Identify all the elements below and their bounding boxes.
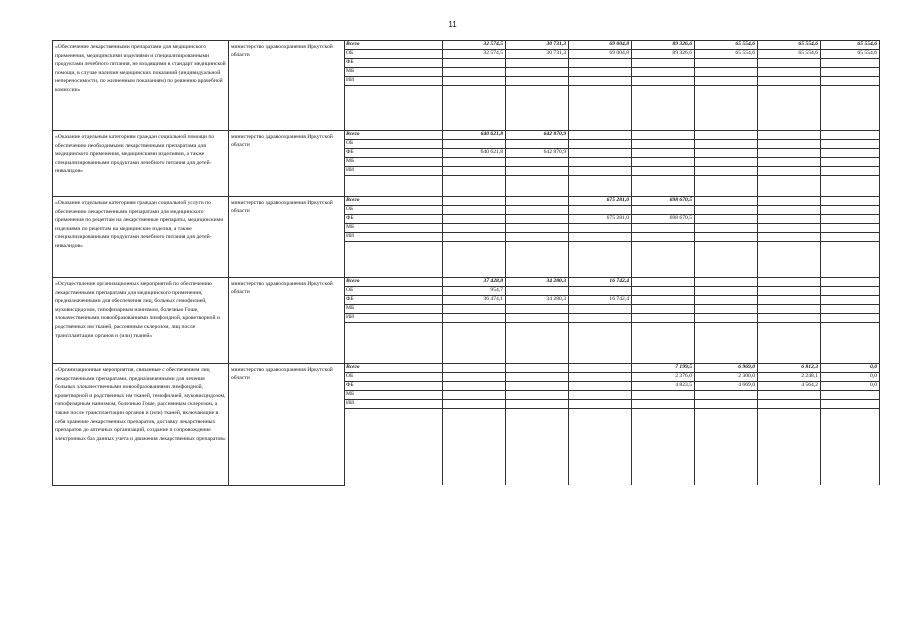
value-cell: [695, 278, 758, 287]
value-cell: [506, 287, 569, 296]
empty-cell: [632, 242, 695, 278]
value-cell: [506, 215, 569, 224]
value-cell: [569, 391, 632, 400]
value-cell: [695, 224, 758, 233]
value-cell: [443, 77, 506, 86]
value-cell: [758, 158, 821, 167]
value-cell: [758, 131, 821, 140]
value-cell: [821, 167, 880, 176]
value-cell: [821, 224, 880, 233]
value-cell: [632, 233, 695, 242]
value-cell: [758, 68, 821, 77]
responsible-organization: министерство здравоохранения Иркутской области: [229, 364, 345, 486]
value-cell: 4 669,0: [695, 382, 758, 391]
value-cell: 954,7: [443, 287, 506, 296]
value-cell: 6 812,3: [758, 364, 821, 373]
value-cell: [632, 158, 695, 167]
value-cell: [821, 215, 880, 224]
value-cell: [506, 305, 569, 314]
value-cell: [758, 296, 821, 305]
value-cell: [506, 400, 569, 409]
funding-source: ФБ: [345, 215, 443, 224]
funding-source: МБ: [345, 68, 443, 77]
measure-description: «Оказание отдельным категориям граждан социальной услуги по обеспечению лекарственными препаратами для медицинского применения по рецептам на лекарственные препараты, медицинскими изделиями по рецептам на медицинские изделия, а также специализированными продуктами лечебного питания для детей-инвалидов»: [53, 197, 229, 278]
empty-cell: [345, 242, 443, 278]
value-cell: 698 670,5: [632, 197, 695, 206]
funding-source: ФБ: [345, 59, 443, 68]
value-cell: [758, 149, 821, 158]
value-cell: [506, 59, 569, 68]
empty-cell: [758, 86, 821, 131]
empty-cell: [569, 86, 632, 131]
funding-source: МБ: [345, 305, 443, 314]
value-cell: [506, 224, 569, 233]
value-cell: [506, 382, 569, 391]
value-cell: 34 280,3: [506, 278, 569, 287]
empty-cell: [345, 323, 443, 364]
value-cell: 640 621,8: [443, 149, 506, 158]
value-cell: [506, 197, 569, 206]
value-cell: [506, 391, 569, 400]
value-cell: [506, 314, 569, 323]
funding-source: ИИ: [345, 233, 443, 242]
empty-cell: [758, 323, 821, 364]
value-cell: [695, 59, 758, 68]
value-cell: [506, 206, 569, 215]
value-cell: [695, 296, 758, 305]
value-cell: [758, 140, 821, 149]
value-cell: [569, 233, 632, 242]
empty-cell: [569, 176, 632, 197]
funding-source: ОБ: [345, 287, 443, 296]
table-row: [53, 131, 880, 140]
value-cell: [632, 206, 695, 215]
empty-cell: [443, 176, 506, 197]
value-cell: [569, 167, 632, 176]
value-cell: 37 428,8: [443, 278, 506, 287]
value-cell: [632, 391, 695, 400]
value-cell: [443, 158, 506, 167]
empty-cell: [345, 86, 443, 131]
funding-source: ФБ: [345, 149, 443, 158]
value-cell: [758, 287, 821, 296]
value-cell: [569, 149, 632, 158]
value-cell: [695, 287, 758, 296]
empty-cell: [695, 86, 758, 131]
value-cell: [569, 59, 632, 68]
value-cell: 16 742,4: [569, 296, 632, 305]
value-cell: [821, 391, 880, 400]
empty-cell: [821, 323, 880, 364]
empty-cell: [569, 323, 632, 364]
value-cell: [443, 167, 506, 176]
value-cell: [632, 287, 695, 296]
value-cell: [569, 314, 632, 323]
value-cell: [506, 68, 569, 77]
value-cell: 0,0: [821, 364, 880, 373]
empty-cell: [632, 409, 695, 486]
empty-cell: [569, 409, 632, 486]
value-cell: 2 248,1: [758, 373, 821, 382]
funding-source: Всего: [345, 364, 443, 373]
value-cell: 65 554,6: [758, 50, 821, 59]
funding-source: ОБ: [345, 373, 443, 382]
value-cell: [821, 197, 880, 206]
empty-cell: [632, 323, 695, 364]
value-cell: [821, 59, 880, 68]
value-cell: [632, 224, 695, 233]
empty-cell: [632, 176, 695, 197]
value-cell: [695, 149, 758, 158]
empty-cell: [758, 242, 821, 278]
value-cell: [506, 77, 569, 86]
value-cell: 675 281,0: [569, 215, 632, 224]
value-cell: [569, 305, 632, 314]
value-cell: 30 731,3: [506, 41, 569, 50]
value-cell: 0,0: [821, 373, 880, 382]
value-cell: [443, 197, 506, 206]
measure-description: «Оказание отдельным категориям граждан социальной помощи по обеспечению необходимыми лекарственными препаратами для медицинского применения, медицинскими изделиями, а также специализированными продуктами лечебного питания для детей-инвалидов»: [53, 131, 229, 197]
value-cell: 89 326,6: [632, 50, 695, 59]
value-cell: [821, 149, 880, 158]
value-cell: [758, 224, 821, 233]
measure-description: «Осуществление организационных мероприятий по обеспечению лекарственными препаратами для медицинского применения, предназначенными для обеспечения лиц, больных гемофилией, муковисцидозом, гипофизарным нанизмом, болезнью Гоше, злокачественными новообразованиями лимфоидной, кроветворной и родственных им тканей, рассеянным склерозом, лиц после трансплантации органов и (или) тканей»: [53, 278, 229, 364]
value-cell: 16 742,4: [569, 278, 632, 287]
value-cell: [443, 59, 506, 68]
value-cell: [506, 167, 569, 176]
value-cell: [632, 278, 695, 287]
value-cell: [506, 373, 569, 382]
value-cell: [569, 206, 632, 215]
value-cell: [695, 77, 758, 86]
value-cell: [506, 158, 569, 167]
funding-source: ИИ: [345, 400, 443, 409]
value-cell: [632, 400, 695, 409]
value-cell: 4 823,5: [632, 382, 695, 391]
value-cell: [758, 59, 821, 68]
value-cell: 0,0: [821, 382, 880, 391]
value-cell: 2 300,0: [695, 373, 758, 382]
empty-cell: [695, 409, 758, 486]
empty-cell: [569, 242, 632, 278]
value-cell: [443, 400, 506, 409]
value-cell: [821, 296, 880, 305]
empty-cell: [758, 176, 821, 197]
empty-cell: [506, 409, 569, 486]
funding-source: ФБ: [345, 296, 443, 305]
value-cell: 2 376,0: [632, 373, 695, 382]
funding-source: ОБ: [345, 140, 443, 149]
empty-cell: [443, 242, 506, 278]
value-cell: [632, 167, 695, 176]
value-cell: [758, 305, 821, 314]
table-row: [53, 197, 880, 206]
funding-source: Всего: [345, 197, 443, 206]
empty-cell: [695, 242, 758, 278]
value-cell: 32 574,5: [443, 41, 506, 50]
value-cell: [821, 314, 880, 323]
value-cell: [569, 400, 632, 409]
value-cell: [443, 140, 506, 149]
empty-cell: [821, 409, 880, 486]
value-cell: [758, 400, 821, 409]
value-cell: [821, 400, 880, 409]
value-cell: 69 004,8: [569, 41, 632, 50]
table-row: [53, 364, 880, 373]
value-cell: [569, 382, 632, 391]
value-cell: 640 621,8: [443, 131, 506, 140]
responsible-organization: министерство здравоохранения Иркутской области: [229, 278, 345, 364]
empty-cell: [695, 176, 758, 197]
funding-source: Всего: [345, 41, 443, 50]
value-cell: [695, 314, 758, 323]
empty-cell: [506, 176, 569, 197]
value-cell: [443, 382, 506, 391]
value-cell: [695, 131, 758, 140]
value-cell: [569, 68, 632, 77]
program-table: [52, 40, 880, 486]
value-cell: 65 554,6: [695, 41, 758, 50]
measure-description: «Обеспечение лекарственными препаратами для медицинского применения, медицинскими изделиями и специализированными продуктами лечебного питания, не входящими в стандарт медицинской помощи, в случае наличия медицинских показаний (индивидуальной непереносимости, по жизненным показаниям) по решению врачебной комиссии»: [53, 41, 229, 131]
funding-source: ОБ: [345, 50, 443, 59]
value-cell: 698 670,5: [632, 215, 695, 224]
value-cell: [569, 158, 632, 167]
value-cell: [695, 68, 758, 77]
funding-source: МБ: [345, 224, 443, 233]
value-cell: [821, 278, 880, 287]
value-cell: [758, 206, 821, 215]
value-cell: [695, 305, 758, 314]
table-row: [53, 278, 880, 287]
value-cell: [821, 140, 880, 149]
empty-cell: [506, 323, 569, 364]
value-cell: [569, 364, 632, 373]
value-cell: [443, 391, 506, 400]
value-cell: [506, 233, 569, 242]
value-cell: [758, 167, 821, 176]
value-cell: [821, 68, 880, 77]
value-cell: [632, 296, 695, 305]
empty-cell: [506, 86, 569, 131]
measure-description: «Организационные мероприятия, связанные с обеспечением лиц лекарственными препаратами, предназначенными для лечения больных злокачественными новообразованиями лимфоидной, кроветворной и родственных им тканей, гемофилией, муковисцидозом, гипофизарным нанизмом, болезнью Гоше, рассеянным склерозом, а также после трансплантации органов и (или) тканей, включающие в себя хранение лекарственных препаратов, доставку лекарственных препаратов до аптечных организаций, создание и сопровождение электронных баз данных учета и движения лекарственных препаратов»: [53, 364, 229, 486]
value-cell: [821, 158, 880, 167]
empty-cell: [758, 409, 821, 486]
value-cell: [821, 233, 880, 242]
value-cell: [821, 305, 880, 314]
value-cell: [695, 140, 758, 149]
value-cell: [443, 373, 506, 382]
empty-cell: [821, 86, 880, 131]
value-cell: [695, 158, 758, 167]
value-cell: [443, 305, 506, 314]
value-cell: [758, 391, 821, 400]
funding-source: ИИ: [345, 167, 443, 176]
value-cell: [821, 206, 880, 215]
empty-cell: [695, 323, 758, 364]
value-cell: 675 281,0: [569, 197, 632, 206]
value-cell: 4 564,2: [758, 382, 821, 391]
value-cell: [443, 68, 506, 77]
page-number: 11: [448, 20, 457, 29]
value-cell: 65 554,6: [821, 41, 880, 50]
funding-source: ОБ: [345, 206, 443, 215]
value-cell: [695, 167, 758, 176]
value-cell: 30 731,3: [506, 50, 569, 59]
value-cell: 642 870,9: [506, 149, 569, 158]
empty-cell: [821, 176, 880, 197]
value-cell: [632, 131, 695, 140]
value-cell: [506, 140, 569, 149]
value-cell: [569, 131, 632, 140]
value-cell: [695, 206, 758, 215]
value-cell: 642 870,9: [506, 131, 569, 140]
empty-cell: [345, 409, 443, 486]
value-cell: 65 554,6: [821, 50, 880, 59]
value-cell: [632, 305, 695, 314]
value-cell: [821, 131, 880, 140]
empty-cell: [632, 86, 695, 131]
value-cell: [569, 224, 632, 233]
value-cell: [443, 215, 506, 224]
value-cell: [821, 77, 880, 86]
value-cell: 69 004,8: [569, 50, 632, 59]
value-cell: [506, 364, 569, 373]
value-cell: [695, 215, 758, 224]
funding-source: МБ: [345, 158, 443, 167]
value-cell: [758, 215, 821, 224]
responsible-organization: министерство здравоохранения Иркутской области: [229, 41, 345, 131]
value-cell: [569, 287, 632, 296]
funding-source: МБ: [345, 391, 443, 400]
value-cell: 36 474,1: [443, 296, 506, 305]
value-cell: 34 280,3: [506, 296, 569, 305]
value-cell: [443, 314, 506, 323]
value-cell: [821, 287, 880, 296]
value-cell: [695, 197, 758, 206]
value-cell: 6 969,0: [695, 364, 758, 373]
value-cell: [632, 149, 695, 158]
value-cell: [695, 400, 758, 409]
value-cell: [632, 77, 695, 86]
funding-source: ИИ: [345, 314, 443, 323]
empty-cell: [345, 176, 443, 197]
funding-source: Всего: [345, 131, 443, 140]
responsible-organization: министерство здравоохранения Иркутской области: [229, 197, 345, 278]
empty-cell: [443, 409, 506, 486]
value-cell: [632, 68, 695, 77]
value-cell: [569, 77, 632, 86]
value-cell: 65 554,6: [695, 50, 758, 59]
table-row: [53, 41, 880, 50]
value-cell: [758, 233, 821, 242]
value-cell: [443, 233, 506, 242]
funding-source: ИИ: [345, 77, 443, 86]
value-cell: [695, 391, 758, 400]
value-cell: [443, 364, 506, 373]
value-cell: [758, 278, 821, 287]
value-cell: [569, 373, 632, 382]
value-cell: [632, 314, 695, 323]
value-cell: 65 554,6: [758, 41, 821, 50]
value-cell: [758, 197, 821, 206]
value-cell: 89 326,6: [632, 41, 695, 50]
empty-cell: [821, 242, 880, 278]
value-cell: 7 199,5: [632, 364, 695, 373]
empty-cell: [443, 86, 506, 131]
empty-cell: [506, 242, 569, 278]
value-cell: [569, 140, 632, 149]
value-cell: [632, 59, 695, 68]
responsible-organization: министерство здравоохранения Иркутской области: [229, 131, 345, 197]
value-cell: [758, 314, 821, 323]
value-cell: [695, 233, 758, 242]
value-cell: [443, 206, 506, 215]
funding-source: ФБ: [345, 382, 443, 391]
value-cell: 32 574,5: [443, 50, 506, 59]
empty-cell: [443, 323, 506, 364]
value-cell: [758, 77, 821, 86]
value-cell: [443, 224, 506, 233]
funding-source: Всего: [345, 278, 443, 287]
value-cell: [632, 140, 695, 149]
